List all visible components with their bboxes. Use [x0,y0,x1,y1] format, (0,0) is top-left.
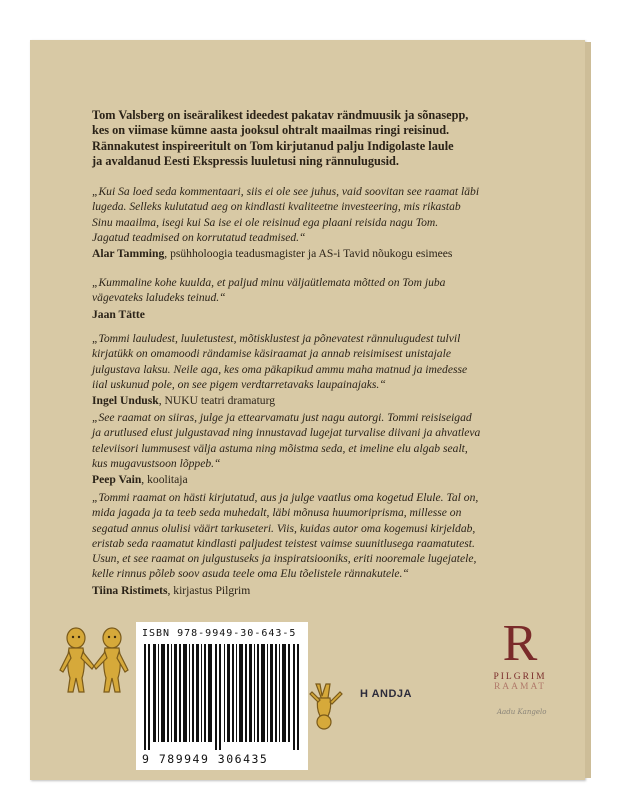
quote-author-role: , koolitaja [141,473,188,487]
quote-line: iial uskunud pole, on see pigem verdtarretavaks laupainajaks.“ [92,377,386,391]
quote-line: lugeda. Selleks kulutatud aeg on kindlasti kvaliteetne investeering, mis rikastab [92,200,461,214]
quote-author-role: , psühholoogia teadusmagister ja AS-i Tavid nõukogu esimees [164,247,453,261]
intro-line: Rännakutest inspireeritult on Tom kirjutanud palju Indigolaste laule [92,138,454,153]
quote-line: „See raamat on siiras, julge ja ettearvamatu just nagu autorgi. Tommi reisiseigad [92,411,472,424]
review-quote-tamming [92,184,532,261]
quote-attribution [92,307,532,322]
quote-line: „Tommi lauludest, luuletustest, mõtisklustest ja põnevatest rännulugudest tulvil [92,332,461,345]
quote-attribution [92,583,532,598]
isbn-label: ISBN 978-9949-30-643-5 [142,628,297,639]
quote-author: Peep Vain [92,473,142,487]
quote-attribution [92,246,532,261]
quote-line: Sinu maailma, isegi kui Sa ise ei ole reisinud ega plaani reisida nagu Tom. [92,215,439,229]
quote-line: segatud annus olulisi väärt tarkuseteri. Viis, kuidas autor oma kogemusi kirjeldab, [92,521,476,535]
quote-author: Tiina Ristimets [92,583,168,597]
dancing-figures-illustration [56,626,136,696]
quote-line: kelle rinnus põleb soov asuda teele oma Elu tõelistele rännakutele.“ [92,567,409,581]
publisher-subtitle: RAAMAT [493,682,547,692]
barcode-bars [142,644,302,750]
isbn-barcode [136,622,308,770]
quote-line: Usun, et see raamat on julgustuseks ja inspiratsiooniks, eriti nooremale lugejatele, [92,552,477,566]
quote-author-role: , kirjastus Pilgrim [167,583,251,597]
acrobat-figure-illustration [308,682,344,732]
quote-author: Alar Tamming [92,247,165,261]
author-intro [92,108,512,170]
quote-line: eristab seda raamatut kindlasti paljudest teistest vaimse suunitlusega raamatutest. [92,536,475,550]
barcode-number: 9 789949 306435 [142,752,269,766]
quote-line: kus mugavustsoon lõppeb.“ [92,456,221,470]
hoandja-logo [360,688,412,700]
quote-line: televiisori lummusest välja astuma ning mõistma seda, et imeline elu algab sealt, [92,441,468,455]
quote-attribution [92,472,532,487]
illustrator-signature: Aadu Kangelo [497,708,547,716]
intro-line: kes on viimase kümne aasta jooksul ohtralt maailmas ringi reisinud. [92,123,450,138]
quote-line: kirjatükk on omamoodi rändamise käsiraamat ja annab reisimisest unistajale [92,347,451,361]
intro-line: Tom Valsberg on iseäralikest ideedest pakatav rändmuusik ja sõnasepp, [92,108,469,122]
quote-line: „Kui Sa loed seda kommentaari, siis ei ole see juhus, vaid soovitan see raamat läbi [92,185,480,198]
cover-edge [585,42,591,778]
review-quote-vain [92,410,532,487]
quote-line: ja arutlused elust julgustavad ning innustavad lugejat turvalise diivani ja ahvatleva [92,426,481,440]
quote-author: Jaan Tätte [92,307,145,321]
quote-line: vägevateks laludeks teinud.“ [92,291,226,305]
quote-line: mida jagada ja ta teeb seda muhedalt, läbi mõnusa huumoriprisma, millesse on [92,506,462,520]
intro-line: ja avaldanud Eesti Ekspressis luuletusi ning rännulugusid. [92,154,399,169]
quote-author-role: , NUKU teatri dramaturg [158,394,276,408]
quote-author: Ingel Undusk [92,394,159,408]
quote-line: julgustava laksu. Neile aga, kes oma päkapikud ammu maha matnud ja imedesse [92,362,468,376]
quote-attribution [92,393,532,408]
review-quote-undusk [92,331,532,408]
quote-line: Jagatud teadmised on korrutatud teadmised.“ [92,230,306,244]
pilgrim-publisher-logo [470,615,570,692]
pilgrim-logo-letter: R [502,615,538,672]
review-quote-tatte [92,275,532,322]
quote-line: „Tommi raamat on hästi kirjutatud, aus ja julge vaatlus oma kogetud Elule. Tal on, [92,491,479,504]
publisher-name: PILGRIM [493,672,547,682]
hoandja-logo-text: H ANDJA [360,688,412,700]
quote-line: „Kummaline kohe kuulda, et paljud minu väljaütlemata mõtted on Tom juba [92,276,446,289]
review-quote-ristimets [92,490,532,598]
